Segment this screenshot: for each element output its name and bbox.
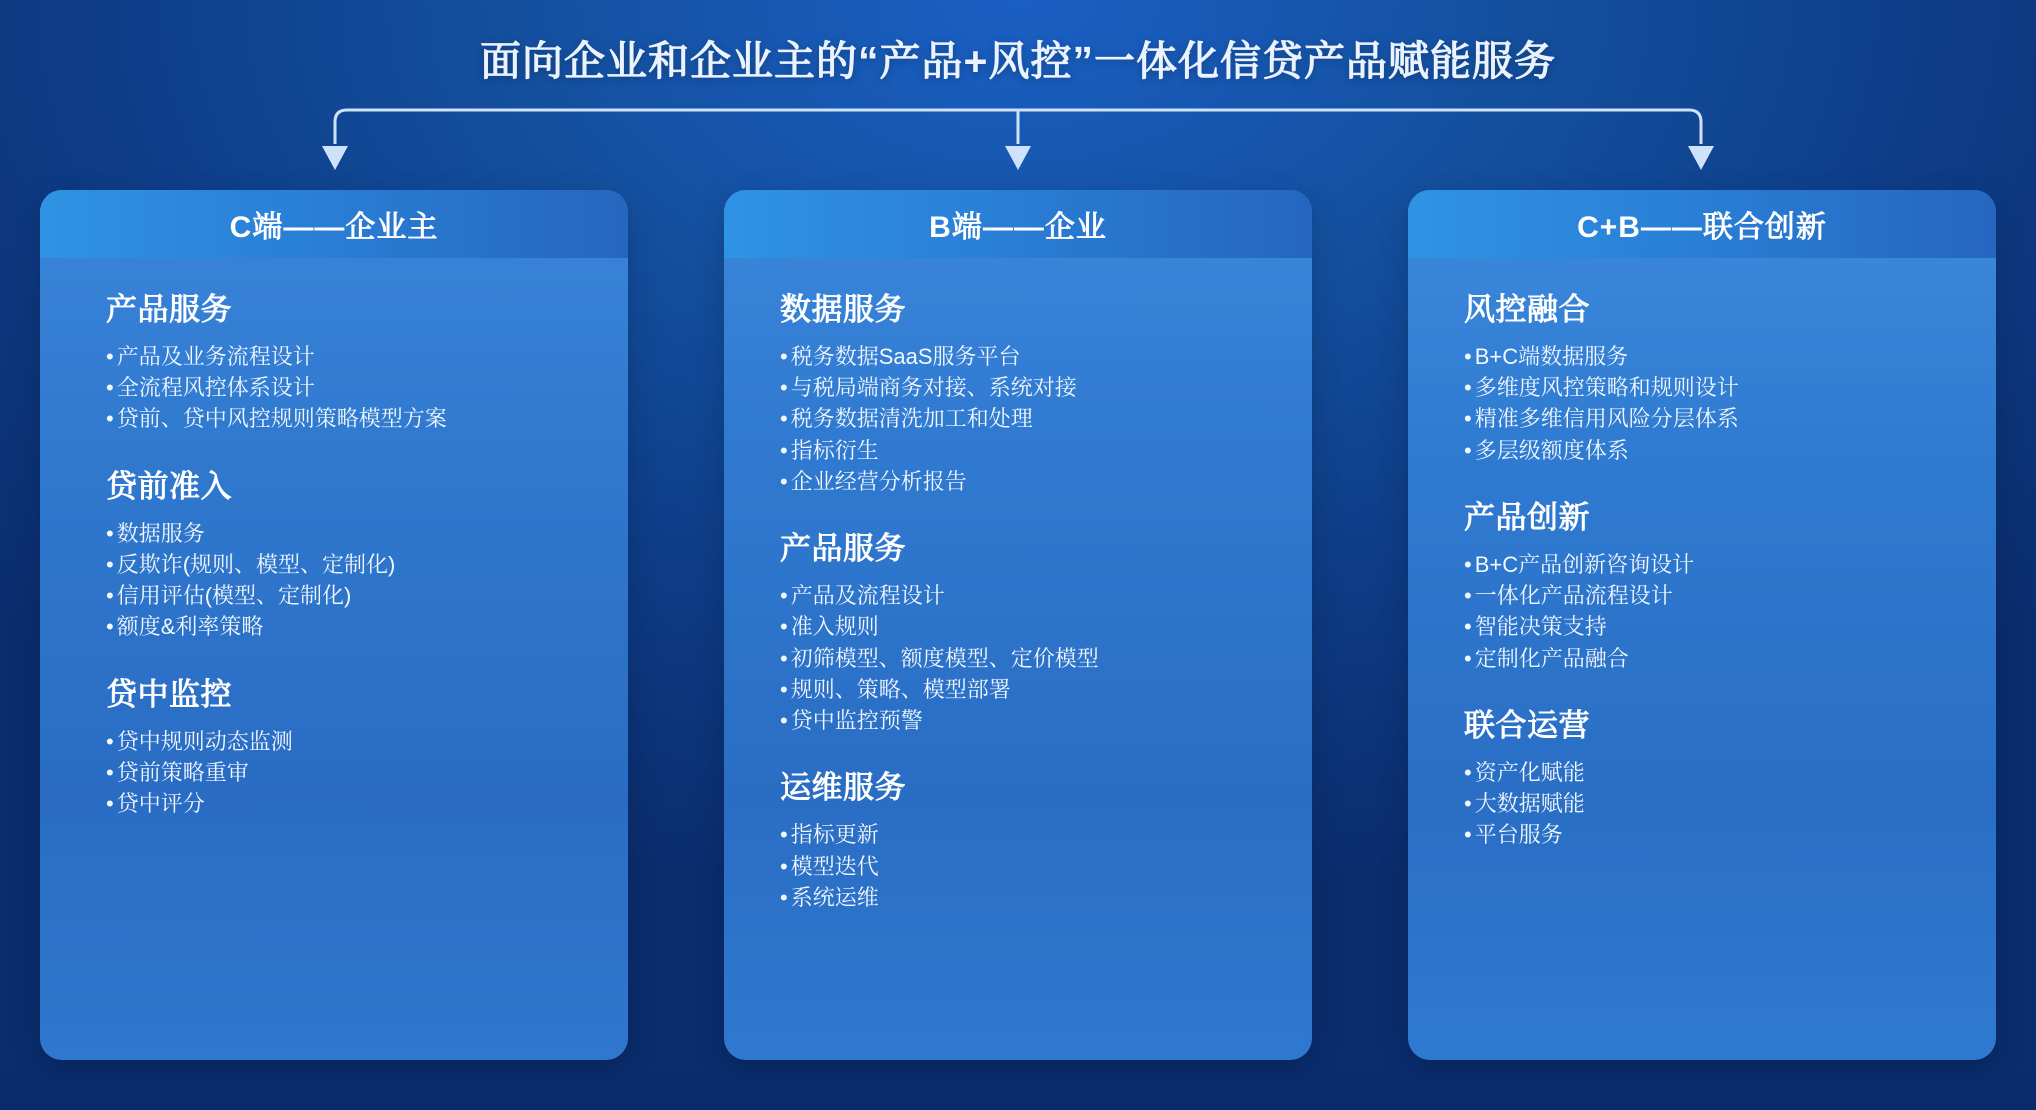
list-item: • 定制化产品融合 xyxy=(1464,643,1956,674)
section-title: 产品服务 xyxy=(106,292,232,327)
connector-arrows xyxy=(0,108,2036,198)
section-product-innovation xyxy=(1464,492,1956,674)
list-item: • 一体化产品流程设计 xyxy=(1464,580,1956,611)
list-item: • 多维度风控策略和规则设计 xyxy=(1464,372,1956,403)
list-item: • 精准多维信用风险分层体系 xyxy=(1464,403,1956,434)
list-item: • 资产化赋能 xyxy=(1464,757,1956,788)
section-title: 贷中监控 xyxy=(106,676,232,712)
list-item: • 系统运维 xyxy=(780,882,1272,913)
card-c-end[interactable] xyxy=(40,190,628,1060)
card-body-b-end xyxy=(724,258,1312,1060)
list-item: • 规则、策略、模型部署 xyxy=(780,674,1272,705)
list-item: • 指标衍生 xyxy=(780,435,1272,466)
list-item: • 税务数据SaaS服务平台 xyxy=(780,341,1272,372)
section-title: 风控融合 xyxy=(1464,292,1590,327)
list-item: • 平台服务 xyxy=(1464,819,1956,850)
card-header-c-end: C端——企业主 xyxy=(40,190,628,258)
list-item: • 模型迭代 xyxy=(780,851,1272,882)
list-item: • B+C端数据服务 xyxy=(1464,341,1956,372)
list-item: • 额度&利率策略 xyxy=(106,611,588,642)
bottom-band xyxy=(0,1078,2036,1110)
section-data-service xyxy=(780,284,1272,497)
list-item: • 数据服务 xyxy=(106,518,588,549)
card-header-b-end: B端——企业 xyxy=(724,190,1312,258)
list-item: • 企业经营分析报告 xyxy=(780,466,1272,497)
section-title: 运维服务 xyxy=(780,770,906,806)
section-product-service xyxy=(106,284,588,435)
list-item: • 税务数据清洗加工和处理 xyxy=(780,403,1272,434)
list-item: • 贷中监控预警 xyxy=(780,705,1272,736)
columns-container xyxy=(0,190,2036,1060)
section-title: 产品创新 xyxy=(1464,499,1590,535)
card-header-cb: C+B——联合创新 xyxy=(1408,190,1996,258)
section-title: 联合运营 xyxy=(1464,707,1590,743)
list-item: • 信用评估(模型、定制化) xyxy=(106,580,588,611)
section-joint-operation xyxy=(1464,700,1956,851)
section-ops-service xyxy=(780,762,1272,913)
list-item: • 智能决策支持 xyxy=(1464,611,1956,642)
page-title: 面向企业和企业主的“产品+风控”一体化信贷产品赋能服务 xyxy=(480,38,1556,84)
card-body-cb xyxy=(1408,258,1996,1060)
list-item: • 产品及业务流程设计 xyxy=(106,341,588,372)
section-title: 贷前准入 xyxy=(106,468,232,504)
list-item: • 贷前、贷中风控规则策略模型方案 xyxy=(106,403,588,434)
list-item: • 多层级额度体系 xyxy=(1464,435,1956,466)
list-item: • 贷前策略重审 xyxy=(106,757,588,788)
card-cb-joint-innovation[interactable] xyxy=(1408,190,1996,1060)
list-item: • 大数据赋能 xyxy=(1464,788,1956,819)
list-item: • 全流程风控体系设计 xyxy=(106,372,588,403)
list-item: • 初筛模型、额度模型、定价模型 xyxy=(780,643,1272,674)
section-title: 产品服务 xyxy=(780,531,906,567)
list-item: • 反欺诈(规则、模型、定制化) xyxy=(106,549,588,580)
section-pre-loan-access xyxy=(106,461,588,643)
list-item: • 与税局端商务对接、系统对接 xyxy=(780,372,1272,403)
list-item: • 指标更新 xyxy=(780,819,1272,850)
list-item: • 准入规则 xyxy=(780,611,1272,642)
list-item: • 贷中评分 xyxy=(106,788,588,819)
section-in-loan-monitoring xyxy=(106,669,588,820)
section-title: 数据服务 xyxy=(780,292,906,327)
section-product-service xyxy=(780,523,1272,736)
card-body-c-end xyxy=(40,258,628,1060)
list-item: • 贷中规则动态监测 xyxy=(106,726,588,757)
list-item: • B+C产品创新咨询设计 xyxy=(1464,549,1956,580)
card-b-end[interactable] xyxy=(724,190,1312,1060)
section-risk-control-fusion xyxy=(1464,284,1956,466)
list-item: • 产品及流程设计 xyxy=(780,580,1272,611)
